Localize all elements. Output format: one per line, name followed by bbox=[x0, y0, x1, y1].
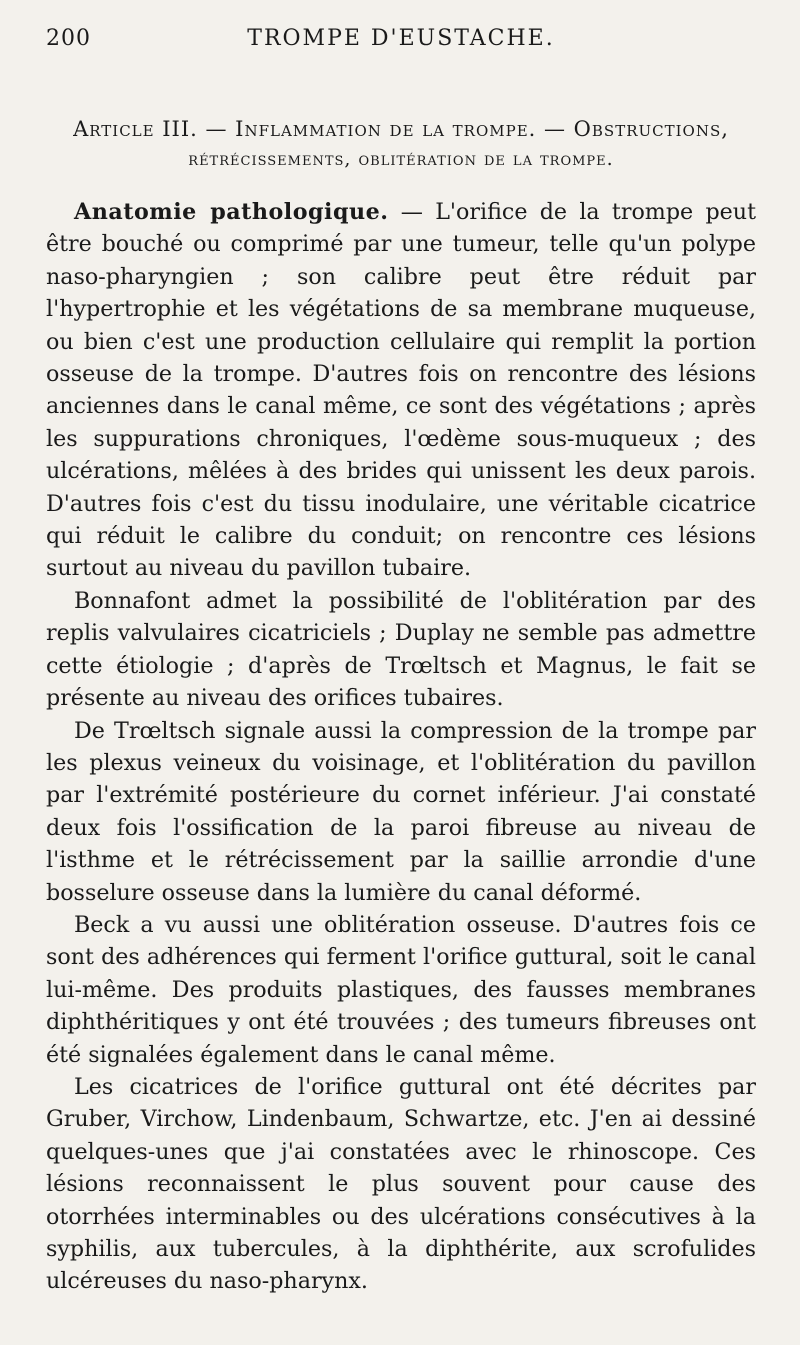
paragraph-3: De Trœltsch signale aussi la compression de la trompe par les plexus veineux du voisinage, et l'oblitération du pavillon par l'extrémité postérieure du cornet inférieur. J'ai constaté deux fois l'ossification de la paroi fibreuse au niveau de l'isthme et le rétrécissement par la saillie arrondie d'une bosselure osseuse dans la lumière du canal déformé. bbox=[46, 717, 756, 906]
paragraph-5: Les cicatrices de l'orifice guttural ont été décrites par Gruber, Virchow, Lindenbaum, Schwartze, etc. J'en ai dessiné quelques-unes que j'ai constatées avec le rhinoscope. Ces lésions reconnaissent le plus souvent pour cause des otorrhées interminables ou des ulcérations consécutives à la syphilis, aux tubercules, à la diphthérite, aux scrofulides ulcéreuses du naso-pharynx. bbox=[46, 1073, 756, 1295]
paragraph-1-text: — L'orifice de la trompe peut être bouché ou comprimé par une tumeur, telle qu'un polype naso-pharyngien ; son calibre peut être réduit par l'hypertrophie et les végétations de sa membrane muqueuse, ou bien c'est une production cellulaire qui remplit la portion osseuse de la trompe. D'autres fois on rencontre des lésions anciennes dans le canal même, ce sont des végétations ; après les suppurations chroniques, l'œdème sous-muqueux ; des ulcérations, mêlées à des brides qui unissent les deux parois. D'autres fois c'est du tissu inodulaire, une véritable cicatrice qui réduit le calibre du conduit; on rencontre ces lésions surtout au niveau du pavillon tubaire. bbox=[46, 199, 756, 582]
paragraph-4: Beck a vu aussi une oblitération osseuse. D'autres fois ce sont des adhérences qui ferment l'orifice guttural, soit le canal lui-même. Des produits plastiques, des fausses membranes diphthéritiques y ont été trouvées ; des tumeurs fibreuses ont été signalées également dans le canal même. bbox=[46, 911, 756, 1068]
article-heading-line-2: rétrécissements, oblitération de la trompe. bbox=[188, 148, 614, 170]
article-heading-line-1: Article III. — Inflammation de la trompe. — Obstructions, bbox=[73, 117, 729, 141]
paragraph-1 bbox=[46, 196, 756, 585]
section-lead-heading: Anatomie pathologique. bbox=[74, 199, 389, 225]
body-text bbox=[46, 196, 756, 1298]
page-header bbox=[46, 22, 756, 56]
page-number: 200 bbox=[46, 26, 91, 51]
paragraph-2: Bonnafont admet la possibilité de l'oblitération par des replis valvulaires cicatriciels ; Duplay ne semble pas admettre cette étiologie ; d'après de Trœltsch et Magnus, le fait se présente au niveau des orifices tubaires. bbox=[46, 587, 756, 712]
running-title: TROMPE D'EUSTACHE. bbox=[247, 26, 555, 51]
article-heading bbox=[46, 114, 756, 174]
